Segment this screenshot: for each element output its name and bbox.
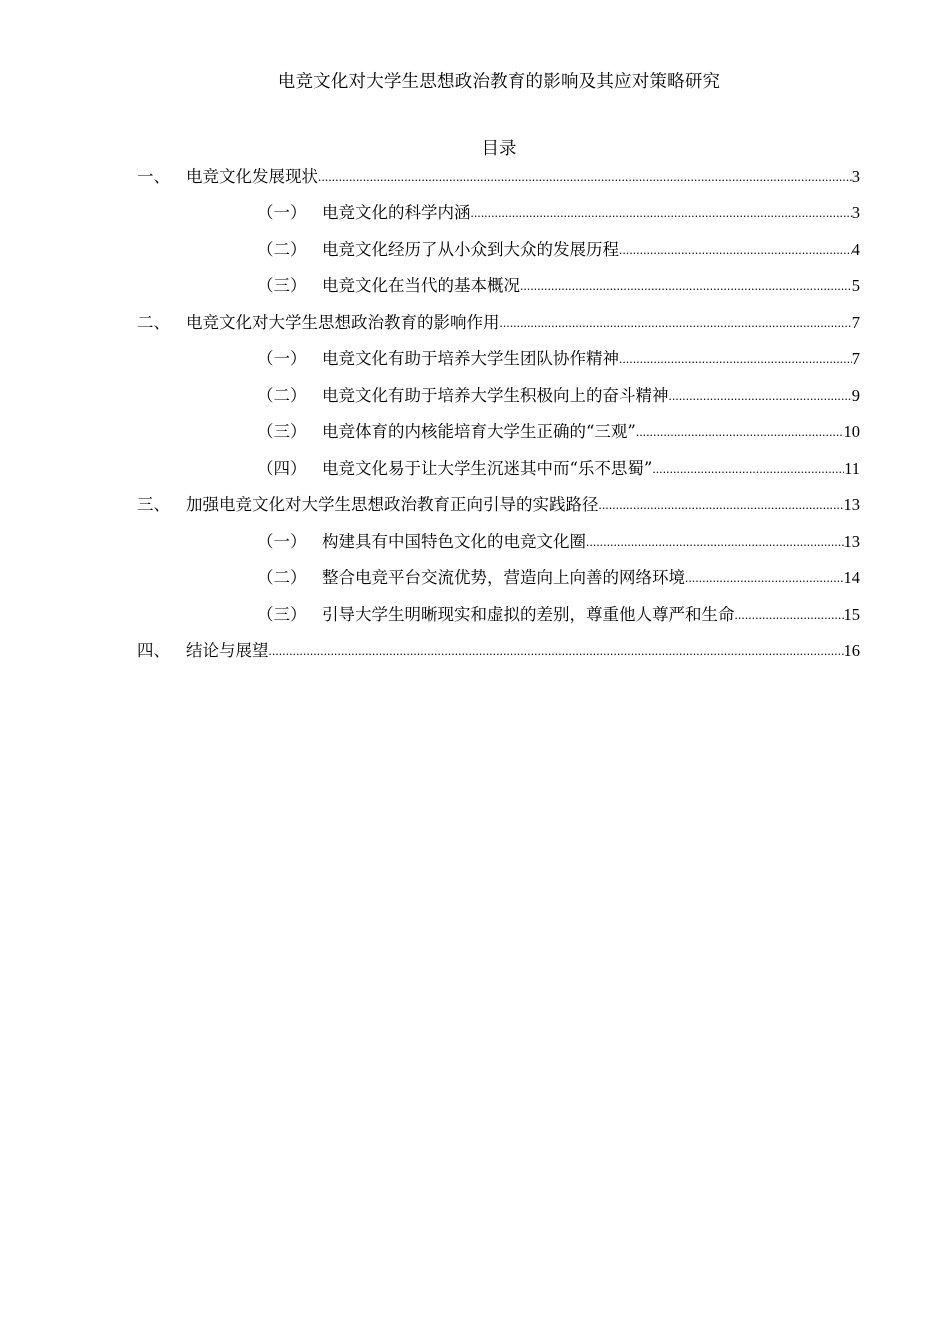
- toc-entry-number: （一）: [257, 349, 307, 368]
- toc-entry[interactable]: [257, 529, 860, 553]
- toc-dot-leader: [619, 350, 852, 370]
- toc-entry-label: 引导大学生明晰现实和虚拟的差别，尊重他人尊严和生命: [322, 605, 735, 624]
- toc-entry[interactable]: [137, 310, 860, 334]
- toc-entry-page: 16: [843, 641, 860, 660]
- toc-entry-page: 3: [851, 167, 860, 186]
- toc-dot-leader: [636, 423, 844, 443]
- toc-entry-number: （四）: [257, 459, 307, 478]
- toc-entry-number: （三）: [257, 276, 307, 295]
- toc-dot-leader: [520, 277, 852, 297]
- toc-entry-label: 电竞文化在当代的基本概况: [322, 276, 520, 295]
- toc-entry[interactable]: [257, 456, 860, 480]
- toc-entry-label: 电竞文化的科学内涵: [322, 203, 471, 222]
- document-title: 电竞文化对大学生思想政治教育的影响及其应对策略研究: [277, 72, 721, 92]
- toc-entry-label: 整合电竞平台交流优势，营造向上向善的网络环境: [322, 568, 685, 587]
- toc-entry[interactable]: [257, 419, 860, 443]
- toc-dot-leader: [471, 204, 852, 224]
- toc-entry-label: 电竞体育的内核能培育大学生正确的“三观”: [322, 422, 636, 441]
- toc-entry-page: 5: [851, 276, 860, 295]
- toc-entry-page: 4: [851, 240, 860, 259]
- toc-entry-number: （二）: [257, 568, 307, 587]
- toc-entry-page: 14: [843, 568, 860, 587]
- toc-entry-label: 电竞文化易于让大学生沉迷其中而“乐不思蜀”: [322, 459, 653, 478]
- toc-entry-number: （一）: [257, 532, 307, 551]
- toc-entry-label: 电竞文化发展现状: [186, 167, 318, 186]
- toc-entry[interactable]: [257, 602, 860, 626]
- toc-dot-leader: [735, 606, 844, 626]
- toc-dot-leader: [318, 168, 852, 188]
- toc-entry-label: 结论与展望: [186, 641, 269, 660]
- toc-entry[interactable]: [137, 638, 860, 662]
- toc-entry[interactable]: [257, 565, 860, 589]
- toc-entry-page: 3: [851, 203, 860, 222]
- toc-entry-label: 构建具有中国特色文化的电竞文化圈: [322, 532, 586, 551]
- toc-entry-number: （二）: [257, 240, 307, 259]
- toc-entry[interactable]: [137, 164, 860, 188]
- toc-entry[interactable]: [257, 383, 860, 407]
- toc-entry-label: 电竞文化有助于培养大学生团队协作精神: [322, 349, 619, 368]
- toc-dot-leader: [500, 314, 852, 334]
- toc-dot-leader: [652, 460, 844, 480]
- toc-entry-page: 7: [851, 313, 860, 332]
- toc-entry-number: （二）: [257, 386, 307, 405]
- toc-entry-page: 11: [844, 459, 860, 478]
- toc-entry[interactable]: [257, 273, 860, 297]
- toc-entry[interactable]: [257, 237, 860, 261]
- toc-entry[interactable]: [257, 346, 860, 370]
- toc-entry-number: （三）: [257, 605, 307, 624]
- toc-entry-number: （一）: [257, 203, 307, 222]
- toc-dot-leader: [619, 241, 852, 261]
- toc-entry-page: 13: [843, 532, 860, 551]
- toc-entry[interactable]: [257, 200, 860, 224]
- toc-entry-number: 三、: [137, 495, 170, 514]
- toc-entry-label: 电竞文化对大学生思想政治教育的影响作用: [186, 313, 500, 332]
- toc-entry-number: 二、: [137, 313, 170, 332]
- toc-entry[interactable]: [137, 492, 860, 516]
- toc-entry-label: 电竞文化经历了从小众到大众的发展历程: [322, 240, 619, 259]
- toc-heading: 目录: [481, 139, 517, 159]
- toc-entry-page: 7: [851, 349, 860, 368]
- toc-entry-number: 一、: [137, 167, 170, 186]
- toc-dot-leader: [685, 569, 844, 589]
- toc-dot-leader: [669, 387, 852, 407]
- toc-dot-leader: [599, 496, 844, 516]
- toc-entry-page: 9: [851, 386, 860, 405]
- toc-entry-number: 四、: [137, 641, 170, 660]
- toc-entry-number: （三）: [257, 422, 307, 441]
- toc-entry-label: 加强电竞文化对大学生思想政治教育正向引导的实践路径: [186, 495, 599, 514]
- toc-entry-label: 电竞文化有助于培养大学生积极向上的奋斗精神: [322, 386, 669, 405]
- toc-entry-page: 10: [843, 422, 860, 441]
- toc-entry-page: 15: [843, 605, 860, 624]
- toc-dot-leader: [269, 642, 844, 662]
- toc-dot-leader: [586, 533, 844, 553]
- toc-entry-page: 13: [843, 495, 860, 514]
